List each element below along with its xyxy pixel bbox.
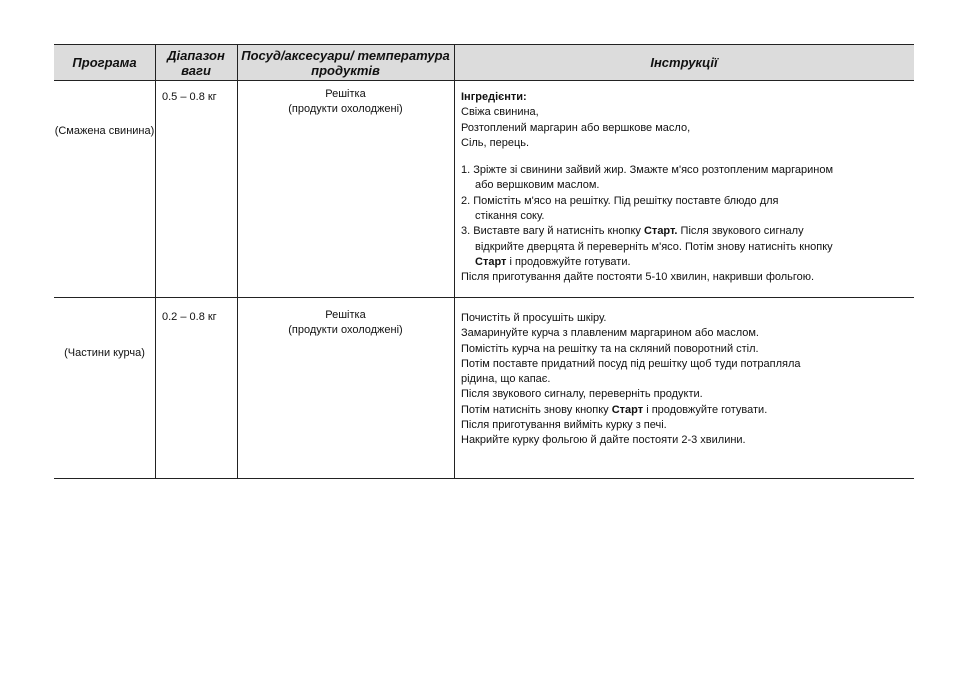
- header-weight: Діапазон ваги: [167, 47, 225, 78]
- ingredient-item: Сіль, перець.: [461, 136, 530, 149]
- step-3-cont: відкрийте дверцята й переверніть м'ясо. Потім знову натисніть кнопку: [475, 240, 833, 253]
- row2-dish: [237, 308, 454, 339]
- row2-weight: 0.2 – 0.8 кг: [162, 311, 217, 323]
- instruction-line: Замаринуйте курча з плавленим маргарином або маслом.: [461, 327, 759, 340]
- row1-dish-line1: Решітка: [325, 88, 366, 100]
- row1-dish: [237, 87, 454, 118]
- step-1-cont: або вершковим маслом.: [475, 179, 600, 192]
- ingredient-item: Свіжа свинина,: [461, 106, 539, 119]
- column-divider: [454, 44, 455, 478]
- instruction-line: рідина, що капає.: [461, 373, 551, 386]
- instruction-line: Почистіть й просушіть шкіру.: [461, 312, 607, 324]
- column-divider: [155, 44, 156, 478]
- row1-weight: 0.5 – 0.8 кг: [162, 91, 217, 103]
- row1-program: (Смажена свинина): [54, 125, 155, 137]
- instruction-line: Помістіть курча на решітку та на скляний поворотний стіл.: [461, 342, 759, 355]
- step-1: 1. Зріжте зі свинини зайвий жир. Змажте м'ясо розтопленим маргарином: [461, 164, 834, 177]
- table-bottom-border: [54, 478, 914, 479]
- step-3: 3. Виставте вагу й натисніть кнопку Старт. Після звукового сигналу: [461, 225, 804, 238]
- instruction-line: Потім поставте придатний посуд під решітку щоб туди потрапляла: [461, 357, 801, 370]
- row1-dish-line2: (продукти охолоджені): [288, 103, 403, 116]
- ingredient-item: Розтоплений маргарин або вершкове масло,: [461, 121, 691, 134]
- row2-dish-line2: (продукти охолоджені): [288, 324, 403, 337]
- ingredients-title: Інгредієнти:: [461, 91, 527, 103]
- header-program: Програма: [72, 55, 137, 70]
- step-2-cont: стікання соку.: [475, 210, 545, 223]
- row2-dish-line1: Решітка: [325, 309, 366, 321]
- after-cooking: Після приготування дайте постояти 5-10 хвилин, накривши фольгою.: [461, 271, 815, 284]
- row2-program: (Частини курча): [64, 347, 145, 359]
- row-divider: [54, 297, 914, 298]
- row2-instructions: [461, 311, 911, 449]
- table-header: [54, 44, 914, 81]
- instruction-line: Після приготування вийміть курку з печі.: [461, 419, 667, 432]
- instruction-line: Потім натисніть знову кнопку Старт і продовжуйте готувати.: [461, 403, 768, 416]
- step-2: 2. Помістіть м'ясо на решітку. Під решітку поставте блюдо для: [461, 194, 779, 207]
- row1-instructions: [461, 90, 911, 286]
- instruction-line: Накрийте курку фольгою й дайте постояти 2-3 хвилини.: [461, 434, 746, 447]
- header-dish: Посуд/аксесуари/ температура продуктів: [241, 47, 450, 78]
- instruction-line: Після звукового сигналу, переверніть продукти.: [461, 388, 703, 401]
- header-instructions: Інструкції: [650, 55, 718, 70]
- recipe-table: [54, 44, 914, 480]
- step-3-cont2: Старт і продовжуйте готувати.: [475, 255, 631, 268]
